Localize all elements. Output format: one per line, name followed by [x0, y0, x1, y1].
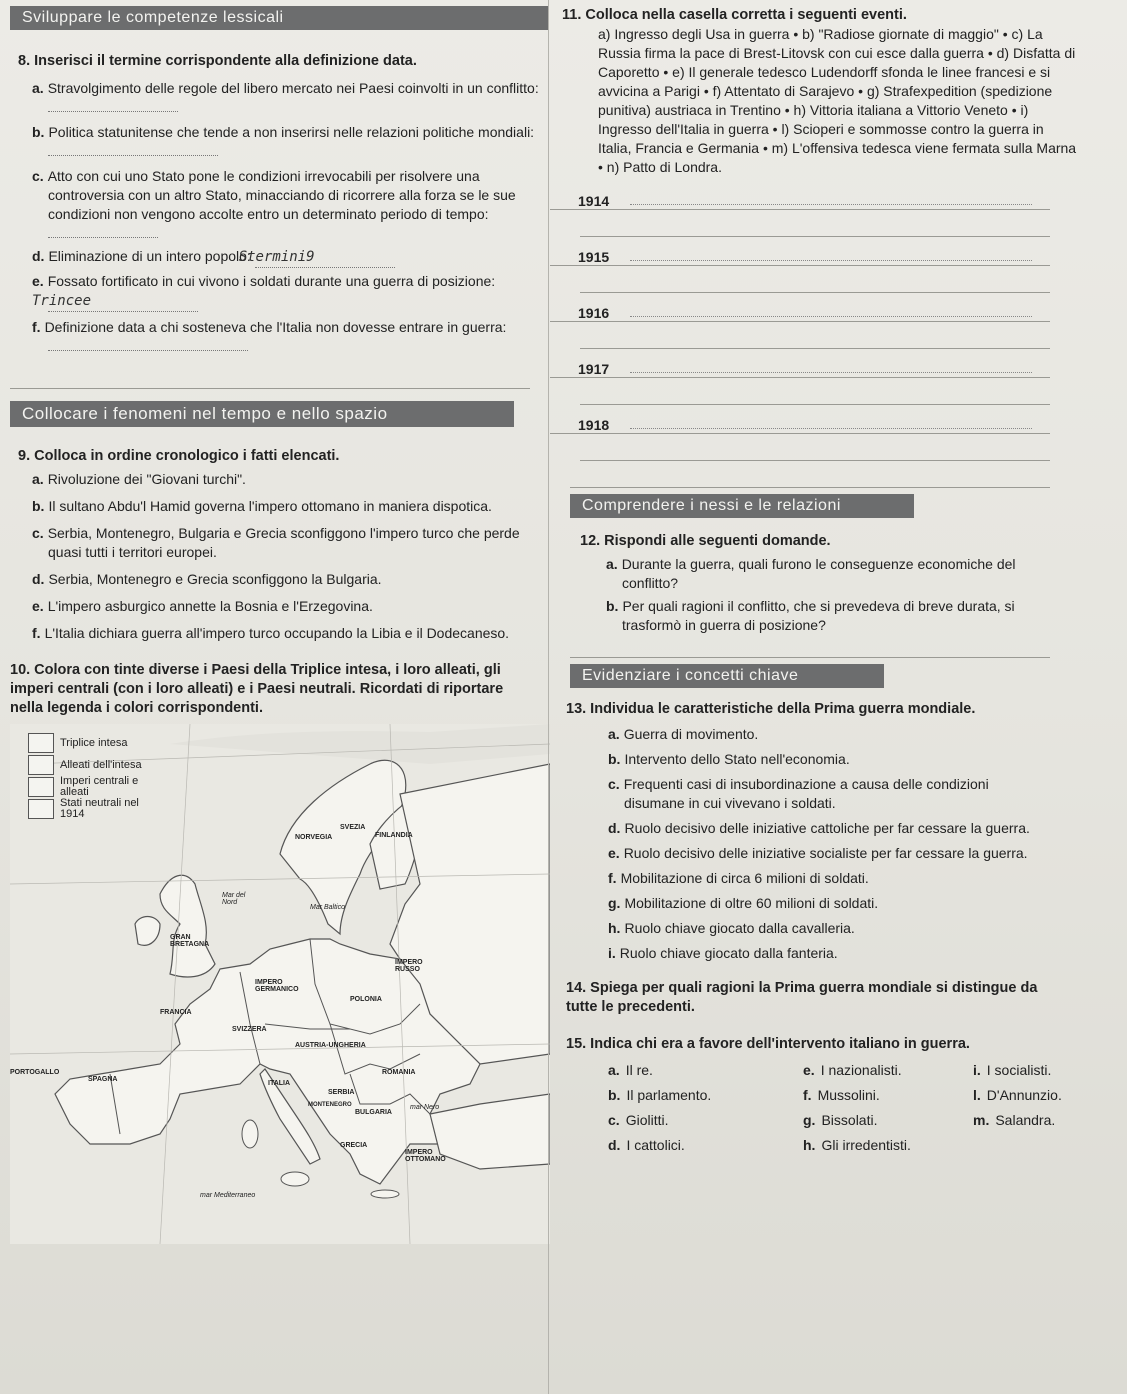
europe-map: [10, 724, 550, 1244]
q9-item-f: f. L'Italia dichiara guerra all'impero turco occupando la Libia e il Dodecaneso.: [32, 625, 510, 641]
q11-timeline: [550, 181, 1050, 461]
q9-item-b: b. Il sultano Abdu'l Hamid governa l'impero ottomano in maniera dispotica.: [32, 498, 492, 514]
map-label: FRANCIA: [160, 1009, 192, 1016]
q15-title: 15. Indica chi era a favore dell'intervento italiano in guerra.: [566, 1036, 970, 1052]
q11-events: a) Ingresso degli Usa in guerra • b) "Radiose giornate di maggio" • c) La Russia firma la pace di Brest-Litovsk con cui esce dalla guerra • d) Disfatta di Caporetto • e) Il generale tedesco Ludendorff sfonda le linee francesi e si avvicina a Parigi • f) Attentato di Sarajevo • g) Strafexpedition (spedizione punitiva) austriaca in Trentino • h) Vittoria italiana a Vittorio Veneto • i) Ingresso dell'Italia in guerra • l) Scioperi e sommosse contro la guerra in Italia, Francia e Germania • m) L'offensiva tedesca viene fermata sulla Marna • n) Patto di Londra.: [598, 26, 1077, 175]
year-row-1918[interactable]: 1918: [550, 405, 1050, 434]
map-label: ITALIA: [268, 1080, 291, 1087]
map-label: SVEZIA: [340, 824, 366, 831]
right-column: [550, 6, 1120, 1158]
legend-row: Triplice intesa: [28, 732, 148, 754]
q15-option[interactable]: e. I nazionalisti.: [803, 1062, 902, 1078]
legend-color-box[interactable]: [28, 755, 54, 775]
answer-row[interactable]: [580, 378, 1050, 405]
q8-title: 8. Inserisci il termine corrispondente alla definizione data.: [18, 53, 417, 69]
map-label: Mar Baltico: [310, 904, 346, 911]
map-label: GRECIA: [340, 1142, 368, 1149]
q13-title: 13. Individua le caratteristiche della Prima guerra mondiale.: [566, 701, 976, 717]
q8-item-d: d. Eliminazione di un intero popolo: Stermini9: [10, 247, 540, 268]
map-label: GRAN BRETAGNA: [170, 934, 210, 948]
q13-item[interactable]: e. Ruolo decisivo delle iniziative socialiste per far cessare la guerra.: [608, 845, 1028, 861]
q15-option[interactable]: c. Giolitti.: [608, 1112, 669, 1128]
q15-options: [550, 1058, 1120, 1158]
answer-row[interactable]: [580, 210, 1050, 237]
q8-item-c: c. Atto con cui uno Stato pone le condizioni irrevocabili per risolvere una controversia con un altro Stato, minacciando di ricorrere alla forza se le sue condizioni non vengono accolte entro un determinato periodo di tempo:: [10, 167, 540, 243]
legend-row: Stati neutrali nel 1914: [28, 798, 148, 820]
year-row-1917[interactable]: 1917: [550, 349, 1050, 378]
section-banner-tempo: Collocare i fenomeni nel tempo e nello spazio: [10, 401, 514, 427]
map-label: NORVEGIA: [295, 834, 333, 841]
q9-title: 9. Colloca in ordine cronologico i fatti elencati.: [18, 448, 340, 464]
map-label: IMPERO RUSSO: [395, 959, 423, 973]
q15-option[interactable]: a. Il re.: [608, 1062, 653, 1078]
q10-title: 10. Colora con tinte diverse i Paesi della Triplice intesa, i loro alleati, gli imperi centrali (con i loro alleati) e i Paesi neutrali. Ricordati di riportare nella legenda i colori corrispondenti.: [10, 662, 504, 716]
section-banner-nessi: Comprendere i nessi e le relazioni: [570, 494, 914, 518]
legend-row: Imperi centrali e alleati: [28, 776, 148, 798]
q13-item[interactable]: d. Ruolo decisivo delle iniziative cattoliche per far cessare la guerra.: [608, 820, 1030, 836]
q15-option[interactable]: m. Salandra.: [973, 1112, 1056, 1128]
q15-option[interactable]: i. I socialisti.: [973, 1062, 1052, 1078]
divider: [10, 388, 530, 389]
year-row-1914[interactable]: 1914: [550, 181, 1050, 210]
answer-row[interactable]: [580, 434, 1050, 461]
q13-item[interactable]: i. Ruolo chiave giocato dalla fanteria.: [608, 945, 838, 961]
map-legend: [28, 732, 148, 820]
year-row-1916[interactable]: 1916: [550, 293, 1050, 322]
q9-item-a: a. Rivoluzione dei "Giovani turchi".: [32, 471, 246, 487]
q14-title: 14. Spiega per quali ragioni la Prima guerra mondiale si distingue da tutte le precedenti.: [566, 980, 1038, 1015]
q15-option[interactable]: l. D'Annunzio.: [973, 1087, 1062, 1103]
legend-row: Alleati dell'intesa: [28, 754, 148, 776]
section-banner-concetti: Evidenziare i concetti chiave: [570, 664, 884, 688]
answer-row[interactable]: [580, 322, 1050, 349]
q13-item[interactable]: b. Intervento dello Stato nell'economia.: [608, 751, 850, 767]
legend-color-box[interactable]: [28, 777, 54, 797]
divider: [570, 487, 1050, 488]
legend-color-box[interactable]: [28, 733, 54, 753]
map-label: SPAGNA: [88, 1076, 118, 1083]
map-label: SERBIA: [328, 1089, 355, 1096]
q13-item[interactable]: h. Ruolo chiave giocato dalla cavalleria.: [608, 920, 855, 936]
answer-line[interactable]: [48, 155, 218, 156]
q13-item[interactable]: c. Frequenti casi di insubordinazione a causa delle condizioni disumane in cui vivevano i soldati.: [608, 776, 989, 811]
q15-option[interactable]: h. Gli irredentisti.: [803, 1137, 911, 1153]
q9-item-d: d. Serbia, Montenegro e Grecia sconfiggono la Bulgaria.: [32, 571, 382, 587]
q15-option[interactable]: b. Il parlamento.: [608, 1087, 712, 1103]
answer-handwritten[interactable]: Trincee: [48, 292, 198, 312]
q13-item[interactable]: g. Mobilitazione di oltre 60 milioni di soldati.: [608, 895, 879, 911]
q15-option[interactable]: d. I cattolici.: [608, 1137, 685, 1153]
q9-list: [10, 470, 530, 643]
year-row-1915[interactable]: 1915: [550, 237, 1050, 266]
legend-color-box[interactable]: [28, 799, 54, 819]
map-label: mar Mediterraneo: [200, 1192, 256, 1199]
map-label: MONTENEGRO: [308, 1102, 352, 1108]
q12-item-b: b. Per quali ragioni il conflitto, che si prevedeva di breve durata, si trasformò in guerra di posizione?: [606, 598, 1015, 633]
q12-item-a: a. Durante la guerra, quali furono le conseguenze economiche del conflitto?: [606, 556, 1016, 591]
map-label: AUSTRIA-UNGHERIA: [295, 1042, 366, 1049]
section-banner-lessicali: Sviluppare le competenze lessicali: [10, 6, 549, 30]
map-label: IMPERO GERMANICO: [255, 979, 299, 993]
answer-line[interactable]: [48, 350, 248, 351]
q8-item-e: e. Fossato fortificato in cui vivono i soldati durante una guerra di posizione: Trincee: [10, 272, 540, 312]
q9-item-c: c. Serbia, Montenegro, Bulgaria e Grecia sconfiggono l'impero turco che perde quasi tutti i territori europei.: [32, 525, 520, 560]
map-label: IMPERO OTTOMANO: [405, 1149, 446, 1163]
left-column: [10, 6, 540, 1244]
q8-list: [10, 79, 540, 356]
q12-title: 12. Rispondi alle seguenti domande.: [580, 533, 831, 549]
map-label: PORTOGALLO: [10, 1069, 60, 1076]
q8-item-b: b. Politica statunitense che tende a non inserirsi nelle relazioni politiche mondiali:: [10, 123, 540, 161]
map-label: mar Nero: [410, 1104, 440, 1111]
q8-item-f: f. Definizione data a chi sosteneva che l'Italia non dovesse entrare in guerra:: [10, 318, 540, 356]
q13-list: [550, 725, 1050, 963]
divider: [570, 657, 1050, 658]
q15-option[interactable]: g. Bissolati.: [803, 1112, 878, 1128]
map-label: FINLANDIA: [375, 832, 413, 839]
column-divider: [548, 0, 549, 1394]
answer-line[interactable]: [48, 111, 178, 112]
q15-option[interactable]: f. Mussolini.: [803, 1087, 880, 1103]
q12-list: [550, 555, 1050, 635]
q11-title: 11. Colloca nella casella corretta i seguenti eventi.: [562, 7, 907, 23]
map-label: BULGARIA: [355, 1109, 392, 1116]
map-label: Mar del Nord: [222, 892, 246, 906]
q13-item[interactable]: a. Guerra di movimento.: [608, 726, 759, 742]
map-label: POLONIA: [350, 996, 382, 1003]
map-label: SVIZZERA: [232, 1026, 267, 1033]
answer-row[interactable]: [580, 266, 1050, 293]
answer-line[interactable]: [48, 237, 158, 238]
q8-item-a: a. Stravolgimento delle regole del libero mercato nei Paesi coinvolti in un conflitto:: [10, 79, 540, 117]
q9-item-e: e. L'impero asburgico annette la Bosnia e l'Erzegovina.: [32, 598, 373, 614]
q13-item[interactable]: f. Mobilitazione di circa 6 milioni di soldati.: [608, 870, 869, 886]
answer-handwritten[interactable]: Stermini9: [255, 248, 395, 268]
map-label: ROMANIA: [382, 1069, 416, 1076]
